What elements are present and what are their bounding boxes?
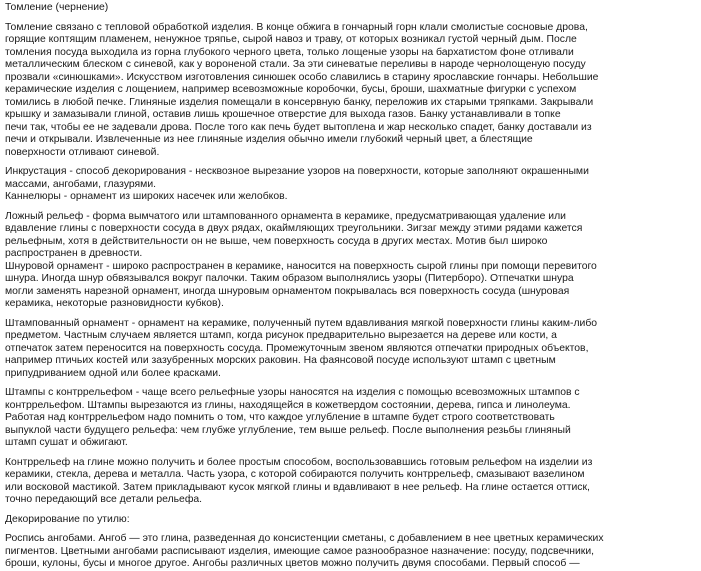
subheading-utility-decoration: Декорирование по утилю: — [5, 513, 130, 525]
paragraph-gap — [5, 159, 701, 166]
paragraph-gap — [5, 507, 701, 514]
paragraph-shtampovanny: Штампованный орнамент - орнамент на керамике, полученный путем вдавливания мягкой поверхности глины каким-либо предметом. Частным случаем является штамп, когда рисунок предварительно вырезается на дереве или кости, а отпечаток затем переносится на поверхность сосуда. Промежуточным звеном являются отпечатки природных объектов, например птичьих костей или зазубренных морских раковин. На фаянсовой посуде используют штамп с цветным припудриванием одной или более красками. — [5, 317, 598, 379]
paragraph-gap — [5, 450, 701, 457]
paragraph-kontrrelief-stamps: Штампы с контррельефом - чаще всего рельефные узоры наносятся на изделия с помощью всевозможных штампов с контррельефом. Штампы вырезаются из глины, находящейся в кожетвердом состоянии, дерева, гипса и линолеума. Работая над контррельефом надо помнить о том, что каждое углубление в штампе будет строго соответствовать выпуклой части будущего рельефа: чем глубже углубление, тем выше рельеф. После выполнения резьбы глиняный штамп сушат и обжигают. — [5, 387, 580, 448]
paragraph-kontrrelief-simple: Контррельеф на глине можно получить и более простым способом, воспользовавшись готовым рельефом на изделии из керамики, стекла, дерева и металла. Часть узора, с которой собираются получить контррельеф, смазывают вазелином или восковой мастикой. Затем прикладывают кусок мягкой глины и вдавливают в нее рельеф. На глине остается оттиск, точно передающий все детали рельефа. — [5, 456, 593, 505]
paragraph-tomlenie: Томление связано с тепловой обработкой изделия. В конце обжига в гончарный горн клали смолистые сосновые дрова, горящие коптящим пламенем, ненужное тряпье, сырой навоз и траву, от которых возникал густой черный дым. После томления посуда выходила из горна глубокого черного цвета, только лощеные узоры на бархатистом фоне отливали металлическим блеском с синевой, как у вороненой стали. За эти синеватые переливы в народе чернолощеную посуду прозвали «синюшками». Искусством изготовления синюшек особо славились в старину ярославские гончары. Небольшие керамические изделия с лощением, например всевозможные коробочки, бусы, броши, шахматные фигурки с успехом томились в любой печке. Глиняные изделия помещали в консервную банку, переложив их старыми тряпками. Закрывали крышку и замазывали глиной, оставив лишь крошечное отверстие для выхода газов. Банку устанавливали в топке печи так, чтобы ее не задевали дрова. После того как печь будет вытоплена и жар несколько спадет, банку доставали из печи и открывали. Извлеченные из нее глиняные изделия обычно имели глубокий черный цвет, а блестящие поверхности отливают синевой. — [5, 21, 599, 158]
section-title-tomlenie: Томление (чернение) — [5, 2, 109, 13]
paragraph-lozhny-relief: Ложный рельеф - форма вымчатого или штампованного орнамента в керамике, предусматривающая удаление или вдавление глины с поверхности сосуда в двух рядах, окаймляющих треугольники. Зигзаг между этими рядами кажется рельефным, хотя в действительности он не выше, чем поверхность сосуда в других местах. Мотив был широко распространен в древности. Шнуровой орнамент - широко распространен в керамике, наносится на поверхность сырой глины при помощи перевитого шнура. Иногда шнур обвязывался вокруг палочки. Таким образом выполнялись узоры (Питерборо). Отпечатки шнура могли заменять нарезной орнамент, иногда шнуровым орнаментом покрывалась вся поверхность сосуда (шнуровая керамика, некоторые разновидности кубков). — [5, 210, 597, 309]
paragraph-angob-painting: Роспись ангобами. Ангоб — это глина, разведенная до консистенции сметаны, с добавлением в нее цветных керамических пигментов. Цветными ангобами расписывают изделия, имеющие самое разнообразное назначение: посуду, подсвечники, броши, кулоны, бусы и многое другое. Ангобы различных цветов можно получить двумя способами. Первый способ — — [5, 533, 604, 569]
paragraph-gap — [5, 15, 701, 22]
paragraph-gap — [5, 311, 701, 318]
paragraph-gap — [5, 204, 701, 211]
paragraph-gap — [5, 380, 701, 387]
paragraph-gap — [5, 526, 701, 533]
paragraph-inkrustatsiya: Инкрустация - способ декорирования - несквозное вырезание узоров на поверхности, которые заполняют окрашенными массами, ангобами, глазурями. Каннелюры - орнамент из широких насечек или желобков. — [5, 166, 589, 202]
